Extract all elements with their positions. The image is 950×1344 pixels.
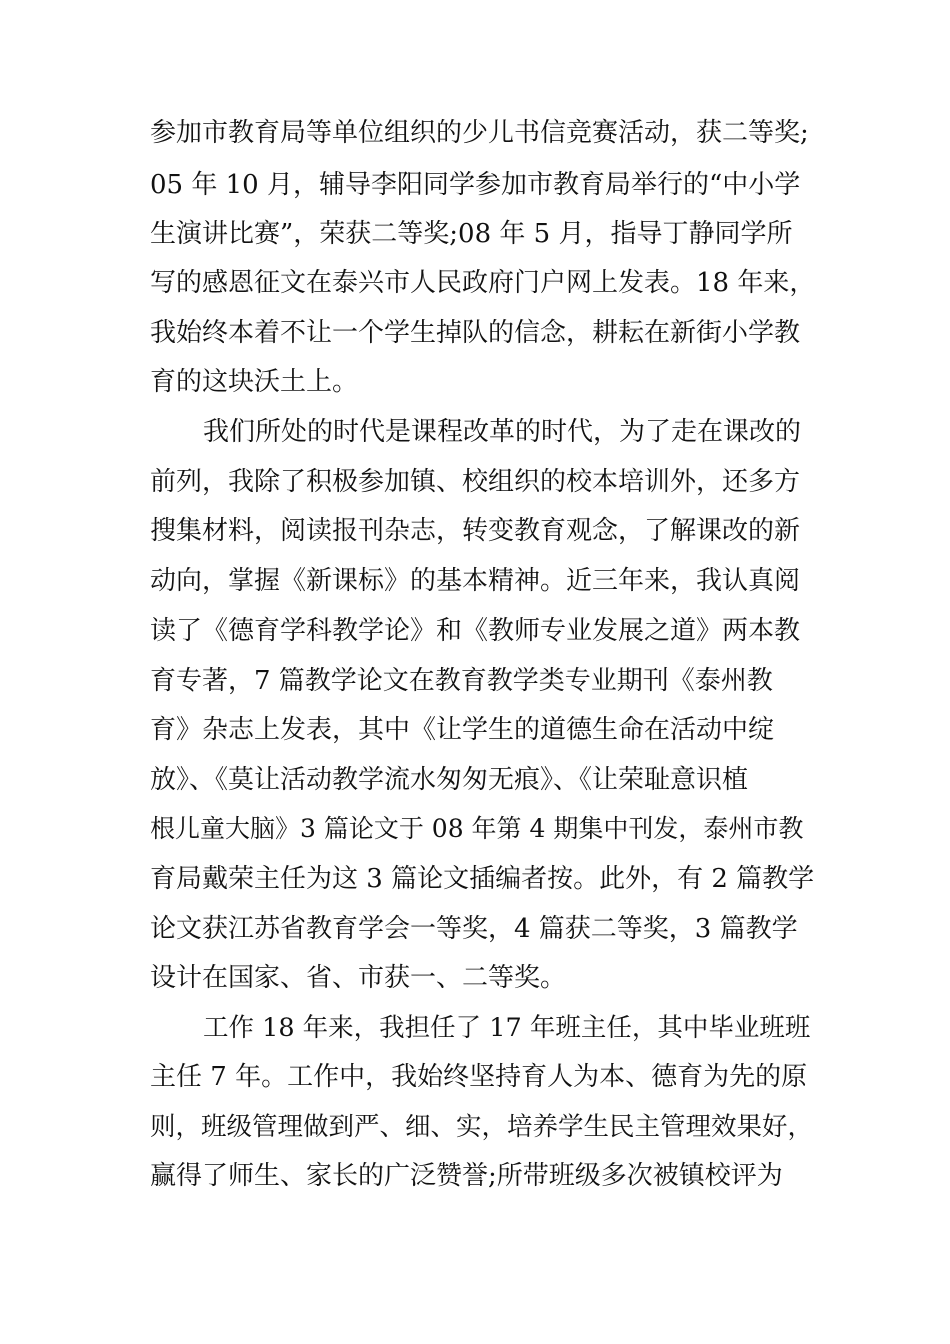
text-line: 05 年 10 月，辅导李阳同学参加市教育局举行的“中小学 <box>150 170 801 200</box>
text-line: 写的感恩征文在泰兴市人民政府门户网上发表。18 年来， <box>150 268 816 298</box>
text-line: 动向，掌握《新课标》的基本精神。近三年来，我认真阅 <box>150 566 801 596</box>
text-line: 参加市教育局等单位组织的少儿书信竞赛活动，获二等奖; <box>150 118 809 148</box>
paragraph-first-line: 工作 18 年来，我担任了 17 年班主任，其中毕业班班 <box>203 1013 811 1043</box>
text-line: 我始终本着不让一个学生掉队的信念，耕耘在新街小学教 <box>150 318 801 348</box>
text-line: 搜集材料，阅读报刊杂志，转变教育观念，了解课改的新 <box>150 516 801 546</box>
text-line: 论文获江苏省教育学会一等奖，4 篇获二等奖，3 篇教学 <box>150 914 798 944</box>
text-line: 读了《德育学科教学论》和《教师专业发展之道》两本教 <box>150 616 801 646</box>
text-line: 育局戴荣主任为这 3 篇论文插编者按。此外，有 2 篇教学 <box>150 864 815 894</box>
text-line: 放》、《莫让活动教学流水匆匆无痕》、《让荣耻意识植 <box>150 765 749 795</box>
text-line: 设计在国家、省、市获一、二等奖。 <box>150 963 567 993</box>
text-line: 育》杂志上发表，其中《让学生的道德生命在活动中绽 <box>150 715 775 745</box>
text-line: 赢得了师生、家长的广泛赞誉;所带班级多次被镇校评为 <box>150 1161 783 1191</box>
text-line: 根儿童大脑》3 篇论文于 08 年第 4 期集中刊发，泰州市教 <box>150 814 804 843</box>
text-line: 育专著，7 篇教学论文在教育教学类专业期刊《泰州教 <box>150 666 773 696</box>
text-line: 前列，我除了积极参加镇、校组织的校本培训外，还多方 <box>150 467 801 497</box>
text-line: 育的这块沃土上。 <box>150 367 359 397</box>
paragraph-first-line: 我们所处的时代是课程改革的时代，为了走在课改的 <box>203 417 802 447</box>
text-line: 则，班级管理做到严、细、实，培养学生民主管理效果好， <box>150 1112 814 1142</box>
text-line: 主任 7 年。工作中，我始终坚持育人为本、德育为先的原 <box>150 1062 808 1092</box>
text-line: 生演讲比赛”，荣获二等奖;08 年 5 月，指导丁静同学所 <box>150 219 793 249</box>
